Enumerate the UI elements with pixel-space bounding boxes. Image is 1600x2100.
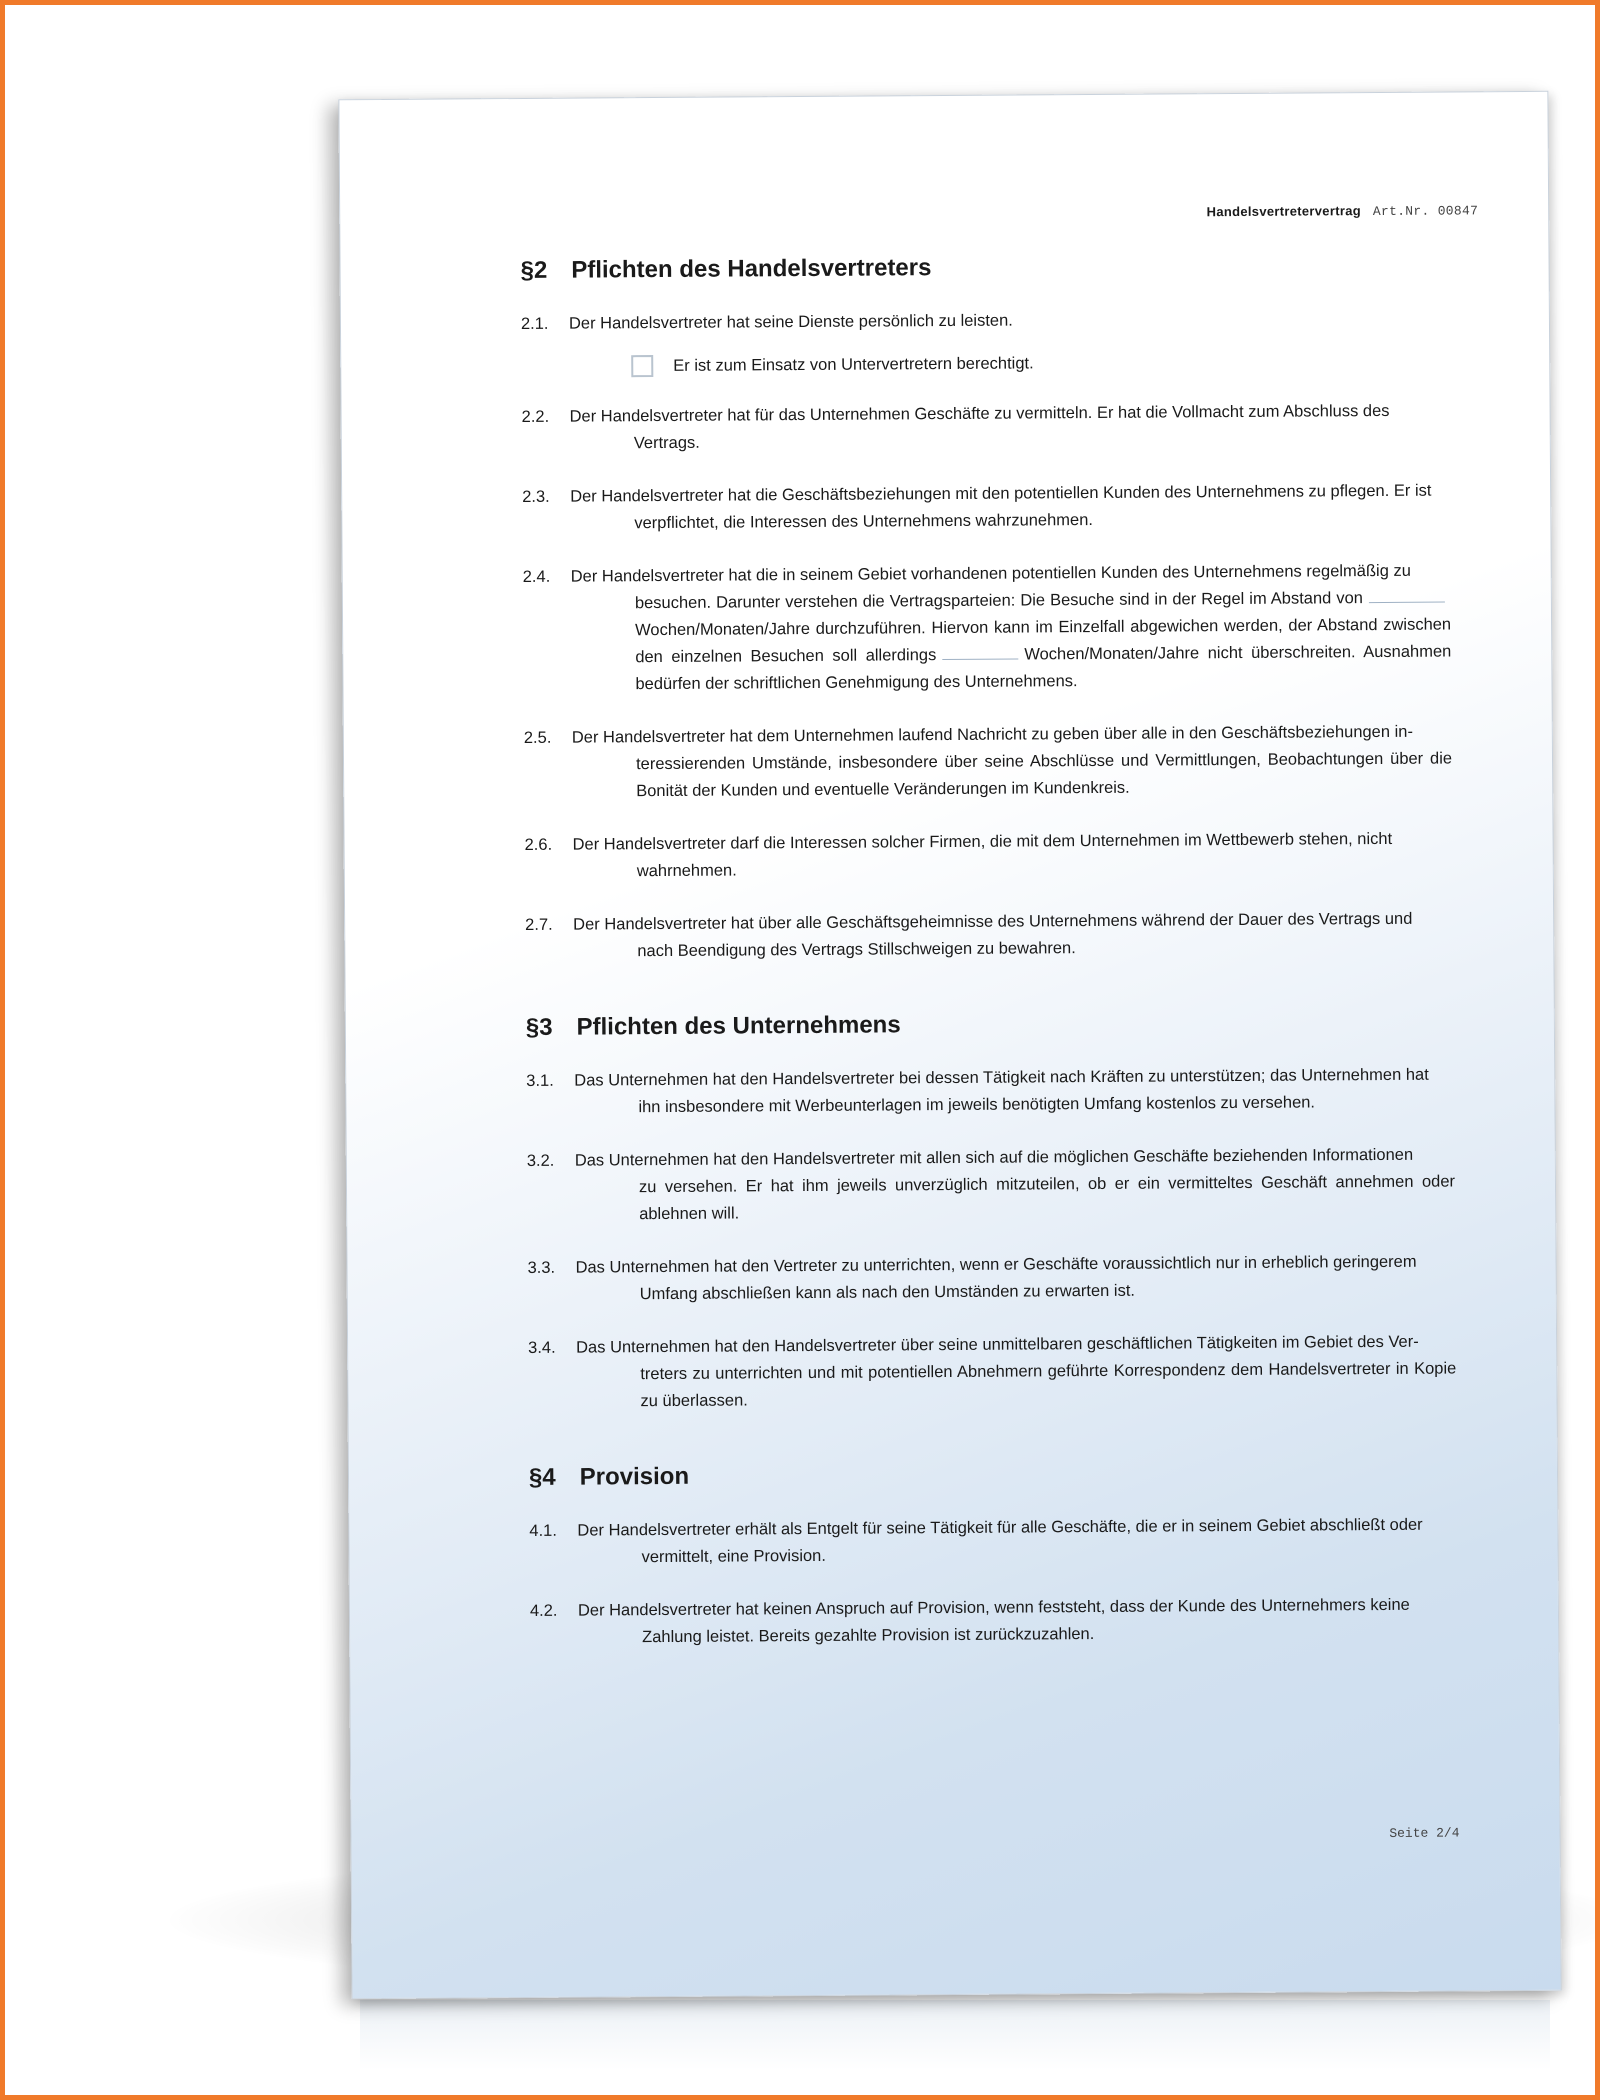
section-title: Pflichten des Unternehmens <box>576 1011 901 1041</box>
clause-text-cont: zu versehen. Er hat ihm jeweils unverzüglich mitzuteilen, ob er ein vermitteltes Geschäft annehmen oder ablehnen will. <box>638 1172 1456 1224</box>
clause-number: 2.7. <box>525 915 553 934</box>
section-heading <box>526 1007 1454 1041</box>
subcontractor-option <box>631 349 1449 377</box>
clause-2-4 <box>523 557 1452 698</box>
clause-text: Das Unternehmen hat den Handelsvertreter bei dessen Tätigkeit nach Kräften zu unterstützen; das Unternehmen hat <box>574 1065 1429 1090</box>
clause-text-cont: nach Beendigung des Vertrags Stillschweigen zu bewahren. <box>637 939 1076 961</box>
clause-3-3 <box>527 1248 1455 1308</box>
clause-number: 3.1. <box>526 1071 554 1090</box>
clause-2-5 <box>524 718 1453 805</box>
clause-text-cont: verpflichtet, die Interessen des Unternehmens wahrzunehmen. <box>634 510 1093 533</box>
clause-text-cont: Zahlung leistet. Bereits gezahlte Provision ist zurückzuzahlen. <box>642 1625 1095 1647</box>
clause-text: Das Unternehmen hat den Handelsvertreter mit allen sich auf die möglichen Geschäfte beziehenden Informationen <box>574 1145 1414 1170</box>
clause-text: Das Unternehmen hat den Vertreter zu unterrichten, wenn er Geschäfte voraussichtlich nur in erheblich geringerem <box>575 1252 1417 1277</box>
clause-text-cont <box>571 584 1452 698</box>
clause-text-part: besuchen. Darunter verstehen die Vertragsparteien: Die Besuche sind in der Regel im Abstand von <box>634 589 1363 613</box>
clause-3-2 <box>527 1141 1456 1228</box>
subcontractor-checkbox[interactable] <box>631 355 653 377</box>
clause-number: 3.2. <box>526 1151 555 1170</box>
clause-number: 2.5. <box>523 728 552 747</box>
section-number: §2 <box>520 256 548 284</box>
clause-text-part: Wochen/Monaten/Jahre durchzuführen. Hiervon kann im Einzelfall abgewichen werden, der Abstand zwischen <box>635 615 1452 640</box>
document-header <box>1207 202 1479 220</box>
page-reflection <box>360 2000 1550 2070</box>
section-number: §4 <box>528 1463 556 1491</box>
page-number: Seite 2/4 <box>1389 1825 1460 1841</box>
clause-text-cont: ihn insbesondere mit Werbeunterlagen im jeweils benötigten Umfang kostenlos zu versehen. <box>638 1093 1316 1117</box>
clause-text: Der Handelsvertreter hat die in seinem Gebiet vorhandenen potentiellen Kunden des Unternehmens regelmäßig zu <box>570 561 1411 586</box>
clause-number: 4.2. <box>529 1601 558 1620</box>
clause-text-cont: Vertrags. <box>633 433 700 453</box>
clause-text: Der Handelsvertreter hat keinen Anspruch auf Provision, wenn feststeht, dass der Kunde des Unternehmers keine <box>577 1595 1410 1620</box>
clause-2-6 <box>525 825 1453 885</box>
clause-text-cont: treters zu unterrichten und mit potentiellen Abnehmern geführte Korrespondenz dem Handelsvertreter in Kopie zu überlassen. <box>640 1359 1457 1411</box>
clause-text: Der Handelsvertreter darf die Interessen solcher Firmen, die mit dem Unternehmen im Wettbewerb stehen, nicht <box>572 829 1393 854</box>
clause-number: 3.3. <box>527 1258 556 1277</box>
clause-2-7 <box>525 905 1453 965</box>
article-number: Art.Nr. 00847 <box>1372 203 1479 220</box>
clause-2-3 <box>522 477 1450 537</box>
visit-interval-field[interactable] <box>1369 588 1445 604</box>
clause-text: Das Unternehmen hat den Handelsvertreter über seine unmittelbaren geschäftlichen Tätigkeiten im Gebiet des Ver- <box>576 1332 1419 1357</box>
clause-number: 2.2. <box>521 407 550 426</box>
clause-3-4 <box>528 1328 1457 1415</box>
clause-2-2 <box>522 397 1450 457</box>
clause-number: 4.1. <box>529 1521 557 1540</box>
clause-text-cont: wahrnehmen. <box>636 861 737 881</box>
clause-text-cont: teressierenden Umstände, insbesondere über seine Abschlüsse und Vermittlungen, Beobachtungen über die Bonität der Kunden und eventuelle Veränderungen im Kundenkreis. <box>635 749 1453 801</box>
clause-text-cont: vermittelt, eine Provision. <box>641 1546 826 1567</box>
checkbox-label: Er ist zum Einsatz von Untervertretern berechtigt. <box>673 353 1034 375</box>
section-heading <box>529 1457 1457 1491</box>
clause-text: Der Handelsvertreter hat dem Unternehmen laufend Nachricht zu geben über alle in den Geschäftsbeziehungen in- <box>571 722 1413 747</box>
max-interval-field[interactable] <box>942 645 1018 661</box>
clause-text: Der Handelsvertreter hat seine Dienste persönlich zu leisten. <box>568 311 1013 333</box>
clause-2-1 <box>521 304 1449 337</box>
section-3 <box>526 1007 1457 1415</box>
clause-text-part: den einzelnen Besuchen soll allerdings <box>635 646 937 667</box>
clause-text: Der Handelsvertreter hat die Geschäftsbeziehungen mit den potentiellen Kunden des Unternehmens zu pflegen. Er ist <box>570 481 1432 506</box>
section-number: §3 <box>525 1013 553 1041</box>
section-title: Pflichten des Handelsvertreters <box>571 254 932 284</box>
clause-text: Der Handelsvertreter erhält als Entgelt für seine Tätigkeit für alle Geschäfte, die er in seinem Gebiet abschließt oder <box>577 1515 1423 1540</box>
document-page <box>338 91 1561 1999</box>
section-4 <box>529 1457 1458 1651</box>
clause-number: 2.1. <box>520 314 549 333</box>
clause-4-1 <box>529 1511 1457 1571</box>
section-heading <box>520 251 1448 285</box>
clause-text-cont: Umfang abschließen kann als nach den Umständen zu erwarten ist. <box>639 1281 1136 1304</box>
document-title: Handelsvertretervertrag <box>1206 203 1361 220</box>
clause-number: 2.3. <box>522 487 550 506</box>
clause-text-part: bedürfen der schriftlichen Genehmigung des Unternehmens. <box>635 672 1078 694</box>
clause-number: 2.4. <box>522 567 551 586</box>
clause-4-2 <box>530 1591 1458 1651</box>
section-2 <box>520 251 1453 966</box>
section-title: Provision <box>579 1462 690 1491</box>
clause-text: Der Handelsvertreter hat über alle Geschäftsgeheimnisse des Unternehmens während der Dauer des Vertrags und <box>573 909 1413 934</box>
clause-number: 3.4. <box>528 1338 556 1357</box>
clause-text-part: Wochen/Monaten/Jahre nicht überschreiten. Ausnahmen <box>1024 642 1452 664</box>
clause-text: Der Handelsvertreter hat für das Unternehmen Geschäfte zu vermitteln. Er hat die Vollmacht zum Abschluss des <box>569 401 1390 426</box>
clause-3-1 <box>526 1061 1454 1121</box>
clause-number: 2.6. <box>524 835 553 854</box>
